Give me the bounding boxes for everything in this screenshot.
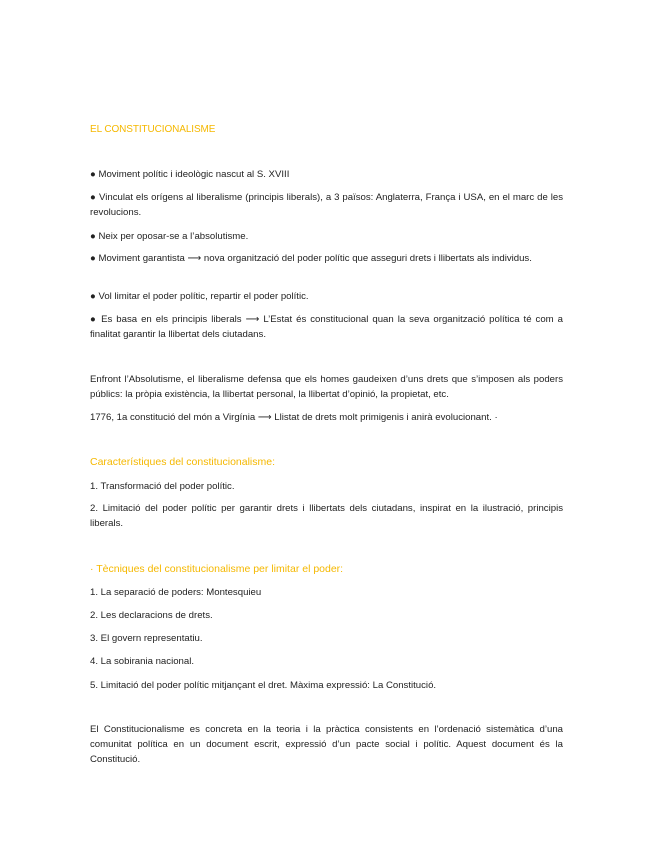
intro-paragraph: Enfront l’Absolutisme, el liberalisme defensa que els homes gaudeixen d’uns drets que s’imposen als poders públics: la pròpia existència, la llibertat personal, la llibertat d’opinió, la propietat, etc. — [90, 374, 563, 400]
bullet-item: ● Vol limitar el poder polític, repartir el poder polític. — [90, 291, 309, 302]
list-item: 1. La separació de poders: Montesquieu — [90, 587, 262, 598]
list-item: 2. Limitació del poder polític per garantir drets i llibertats dels ciutadans, inspirat en la ilustració, principis liberals. — [90, 503, 563, 529]
list-item: 4. La sobirania nacional. — [90, 656, 195, 667]
list-item: 5. Limitació del poder polític mitjançant el dret. Màxima expressió: La Constitució. — [90, 680, 437, 691]
list-item: 2. Les declaracions de drets. — [90, 610, 213, 621]
section-heading-caracteristiques: Característiques del constitucionalisme: — [90, 456, 276, 468]
document-title: EL CONSTITUCIONALISME — [90, 124, 216, 135]
intro-paragraph: 1776, 1a constitució del món a Virgínia ⟶ Llistat de drets molt primigenis i anirà evolucionant. · — [90, 412, 498, 423]
section-heading-tecniques: · Tècniques del constitucionalisme per limitar el poder: — [90, 563, 344, 575]
conclusion-paragraph: El Constitucionalisme es concreta en la teoria i la pràctica consistents en l’ordenació sistemàtica d’una comunitat política en un document escrit, expressió d’un pacte social i polític. Aquest document és la Constitució. — [90, 724, 563, 765]
bullet-item: ● Moviment polític i ideològic nascut al S. XVIII — [90, 169, 290, 180]
bullet-item: ● Es basa en els principis liberals ⟶ L’Estat és constitucional quan la seva organització política té com a finalitat garantir la llibertat dels ciutadans. — [90, 314, 563, 340]
bullet-item: ● Neix per oposar-se a l’absolutisme. — [90, 231, 249, 242]
list-item: 3. El govern representatiu. — [90, 633, 203, 644]
bullet-item: ● Moviment garantista ⟶ nova organització del poder polític que asseguri drets i llibertats als individus. — [90, 253, 532, 264]
list-item: 1. Transformació del poder polític. — [90, 481, 235, 492]
bullet-item: ● Vinculat els orígens al liberalisme (principis liberals), a 3 països: Anglaterra, França i USA, en el marc de les revolucions. — [90, 192, 563, 218]
